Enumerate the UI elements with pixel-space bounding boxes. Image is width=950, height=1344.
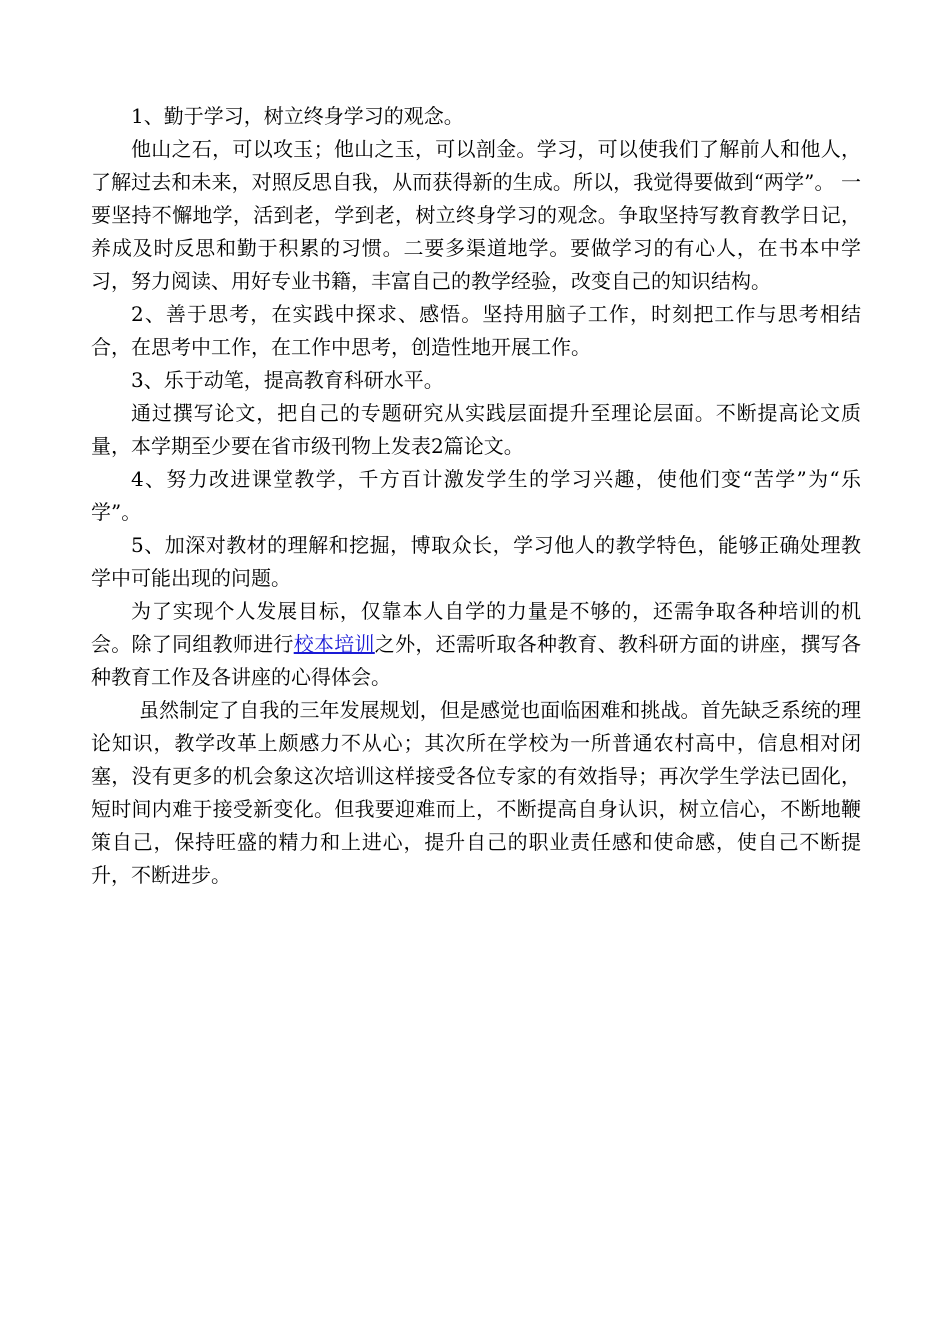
paragraph-9: 虽然制定了自我的三年发展规划，但是感觉也面临困难和挑战。首先缺乏系统的理论知识，教学改革上颇感力不从心；其次所在学校为一所普通农村高中，信息相对闭塞，没有更多的机会象这次培训这样接受各位专家的有效指导；再次学生学法已固化，短时间内难于接受新变化。但我要迎难而上，不断提高自身认识，树立信心，不断地鞭策自己，保持旺盛的精力和上进心，提升自己的职业责任感和使命感，使自己不断提升，不断进步。 [91, 698, 861, 887]
paragraph-8 [91, 595, 861, 694]
paragraph-8-text-before: 为了实现个人发展目标，仅靠本人自学的力量是不够的，还需争取各种培训的机会。除了同组教师进行 [91, 599, 861, 656]
paragraph-3: 2、善于思考，在实践中探求、感悟。坚持用脑子工作，时刻把工作与思考相结合，在思考中工作，在工作中思考，创造性地开展工作。 [91, 302, 861, 359]
school-training-link[interactable]: 校本培训 [293, 632, 375, 656]
paragraph-1: 1、勤于学习，树立终身学习的观念。 [131, 104, 464, 128]
paragraph-8-text-after: 之外，还需听取各种教育、教科研方面的讲座，撰写各种教育工作及各讲座的心得体会。 [91, 632, 862, 689]
paragraph-2: 他山之石，可以攻玉；他山之玉，可以剖金。学习，可以使我们了解前人和他人，了解过去和未来，对照反思自我，从而获得新的生成。所以，我觉得要做到“两学”。 一要坚持不懈地学，活到老，学到老，树立终身学习的观念。争取坚持写教育教学日记，养成及时反思和勤于积累的习惯。二要多渠道地学。要做学习的有心人，在书本中学习，努力阅读、用好专业书籍，丰富自己的教学经验，改变自己的知识结构。 [91, 137, 861, 293]
paragraph-7: 5、加深对教材的理解和挖掘，博取众长，学习他人的教学特色，能够正确处理教学中可能出现的问题。 [91, 533, 861, 590]
document-body [91, 100, 861, 892]
paragraph-4: 3、乐于动笔，提高教育科研水平。 [131, 368, 444, 392]
paragraph-6: 4、努力改进课堂教学，千方百计激发学生的学习兴趣，使他们变“苦学”为“乐学”。 [91, 467, 861, 524]
paragraph-5: 通过撰写论文，把自己的专题研究从实践层面提升至理论层面。不断提高论文质量，本学期至少要在省市级刊物上发表2篇论文。 [91, 401, 861, 458]
